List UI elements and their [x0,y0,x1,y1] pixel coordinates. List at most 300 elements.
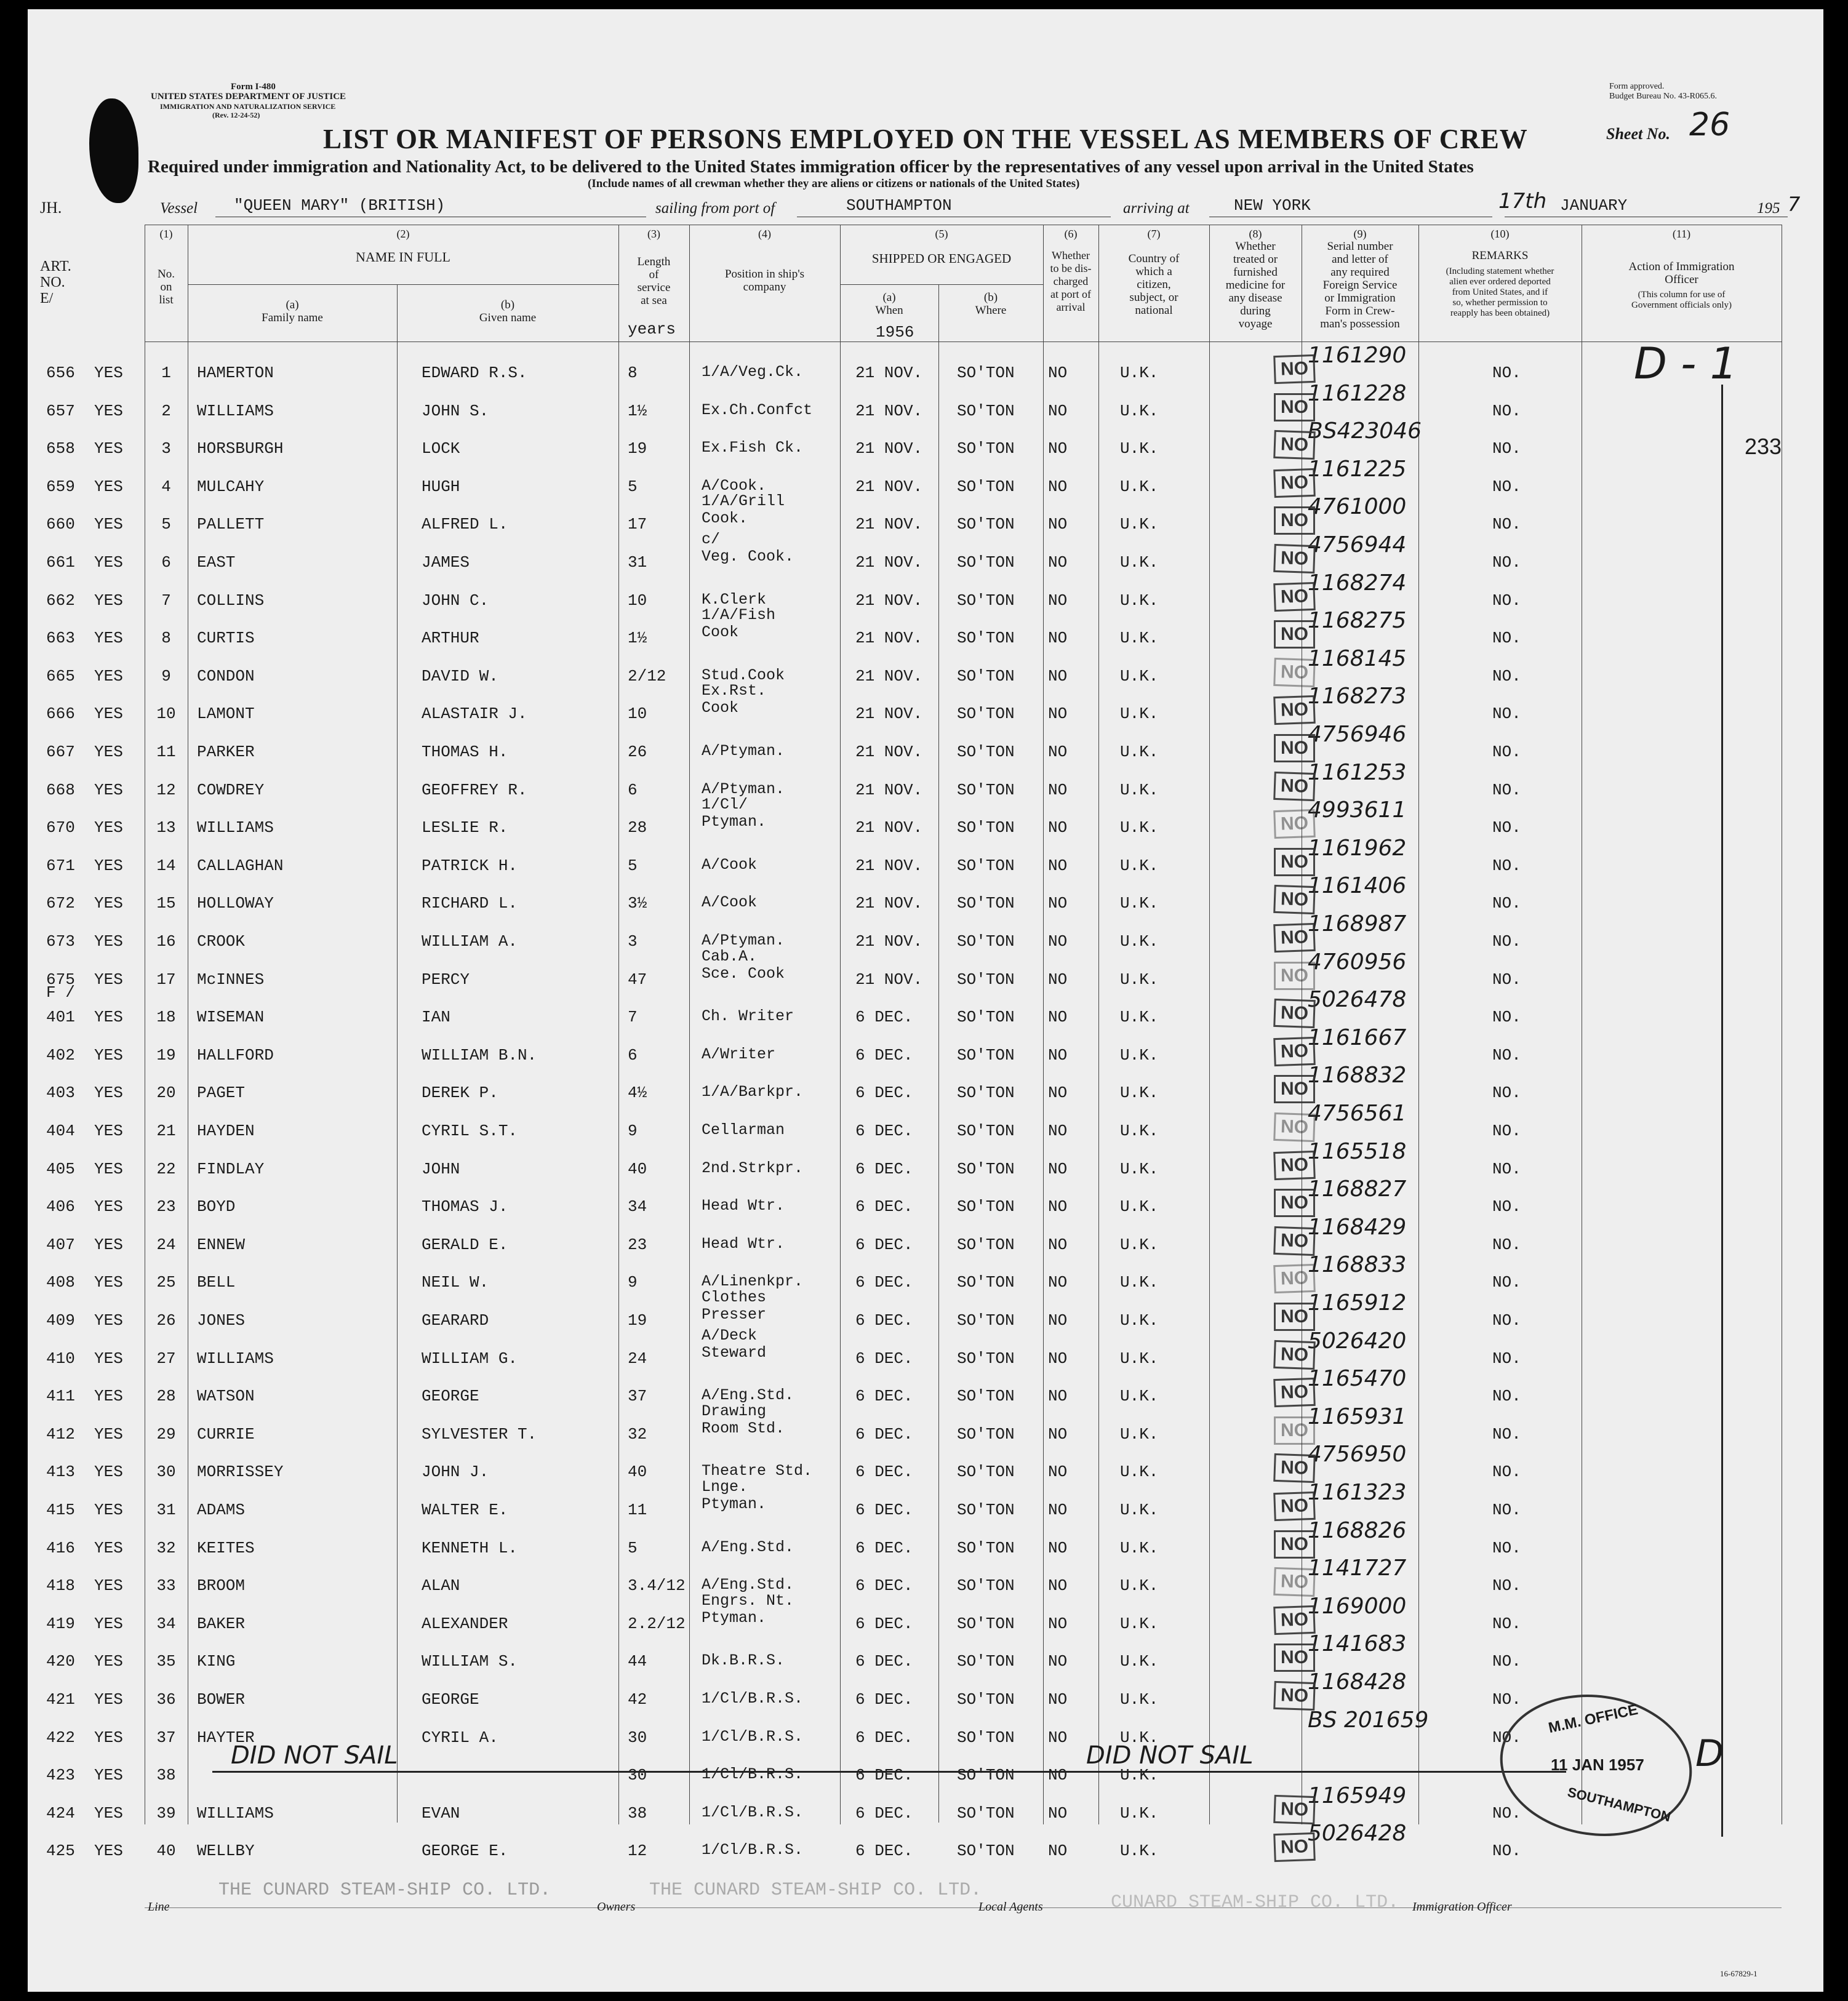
given-name: WILLIAM A. [422,932,518,951]
treated-stamp: NO [1273,1037,1316,1066]
given-name: GEARARD [422,1311,489,1330]
position: A/Eng.Std. [702,1538,794,1556]
country: U.K. [1120,401,1159,420]
art-number: 419 [46,1614,75,1633]
country: U.K. [1120,1311,1159,1330]
list-number: 31 [156,1501,176,1519]
discharge: NO [1048,1084,1068,1103]
art-flag: YES [94,1273,123,1292]
art-number: 411 [46,1387,75,1406]
art-flag: YES [94,1122,123,1140]
position: 2nd.Strkpr. [702,1159,804,1177]
service-years: 47 [628,970,647,989]
remarks: NO. [1492,1614,1521,1633]
service-years: 4½ [628,1084,647,1103]
given-name: JOHN C. [422,591,489,610]
discharge: NO [1048,401,1068,420]
serial-number: 1168833 [1308,1252,1407,1278]
shipped-where: SO'TON [957,970,1015,989]
shipped-when: 6 DEC. [855,1197,913,1216]
col5b-header: (b) Where [975,291,1007,317]
shipped-when: 6 DEC. [855,1084,913,1103]
family-name: COWDREY [197,780,265,799]
serial-number: BS 201659 [1308,1707,1429,1733]
position: 1/A/Veg.Ck. [702,363,804,381]
art-flag: YES [94,629,123,648]
discharge: NO [1048,780,1068,799]
remarks: NO. [1492,1197,1521,1216]
discharge: NO [1048,1690,1068,1709]
treated-stamp: NO [1274,962,1315,990]
shipped-when: 6 DEC. [855,1576,913,1596]
art-flag: YES [94,1501,123,1519]
position: Lnge. Ptyman. [702,1478,767,1513]
remarks: NO. [1492,666,1521,685]
list-number: 11 [156,743,176,761]
col2b-header: (b) Given name [479,298,537,324]
remarks: NO. [1492,780,1521,799]
art-number: 406 [46,1197,75,1216]
country: U.K. [1120,477,1159,496]
shipped-where: SO'TON [957,1008,1015,1027]
given-name: EVAN [422,1803,460,1823]
table-row [28,1591,1823,1643]
sailing-label: sailing from port of [655,200,775,217]
shipped-where: SO'TON [957,591,1015,610]
position: A/Cook. [702,476,767,495]
country: U.K. [1120,1803,1159,1823]
position: c/ Veg. Cook. [702,530,794,565]
shipped-where: SO'TON [957,666,1015,685]
remarks: NO. [1492,1387,1521,1406]
col11-header: Action of Immigration Officer [1628,260,1735,286]
country: U.K. [1120,705,1159,724]
serial-number: 1168826 [1308,1517,1407,1543]
shipped-when: 21 NOV. [855,780,923,799]
sheet-label: Sheet No. [1606,125,1670,143]
remarks: NO. [1492,1424,1521,1444]
discharge: NO [1048,1576,1068,1596]
family-name: BELL [197,1273,236,1292]
shipped-where: SO'TON [957,1690,1015,1709]
family-name: WILLIAMS [197,1349,274,1368]
discharge: NO [1048,932,1068,951]
table-row [28,682,1823,733]
discharge: NO [1048,1197,1068,1216]
remarks: NO. [1492,553,1521,572]
art-number: 673 [46,932,75,951]
table-row [28,911,1823,961]
given-name: KENNETH L. [422,1538,518,1557]
country: U.K. [1120,1084,1159,1103]
art-number: 659 [46,477,75,496]
shipped-where: SO'TON [957,894,1015,913]
art-number: 667 [46,743,75,761]
treated-stamp: NO [1273,1264,1316,1293]
service-years: 26 [628,743,647,761]
table-row [28,456,1823,506]
family-name: WILLIAMS [197,1803,274,1823]
position: 1/Cl/ Ptyman. [702,796,767,831]
shipped-where: SO'TON [957,1803,1015,1823]
remarks: NO. [1492,1084,1521,1103]
remarks: NO. [1492,1235,1521,1254]
table-row [28,570,1823,620]
art-number: 420 [46,1652,75,1671]
service-years: 19 [628,1311,647,1330]
shipped-where: SO'TON [957,1387,1015,1406]
remarks: NO. [1492,743,1521,761]
art-flag: YES [94,743,123,761]
position: A/Cook [702,893,758,912]
action-mark: D - 1 [1634,338,1738,389]
stamp-top-text: M.M. OFFICE [1546,1701,1640,1737]
art-number: 418 [46,1576,75,1596]
discharge: NO [1048,856,1068,875]
discharge: NO [1048,1463,1068,1482]
service-years: 10 [628,705,647,724]
table-row [28,722,1823,771]
discharge: NO [1048,477,1068,496]
family-name: FINDLAY [197,1159,265,1178]
shipped-when: 21 NOV. [855,894,923,913]
family-name: LAMONT [197,705,255,724]
treated-stamp: NO [1274,620,1315,649]
position: 1/Cl/B.R.S. [702,1841,804,1859]
art-flag: YES [94,1311,123,1330]
treated-stamp: NO [1273,999,1316,1028]
arrival-month: JANUARY [1560,196,1628,215]
manifest-page [28,9,1823,1992]
footer-owners-stamp: THE CUNARD STEAM-SHIP CO. LTD. [649,1880,982,1901]
art-number: 657 [46,401,75,420]
given-name: WILLIAM S. [422,1652,518,1671]
discharge: NO [1048,894,1068,913]
family-name: WELLBY [197,1842,255,1861]
family-name: BROOM [197,1576,246,1596]
shipped-when: 6 DEC. [855,1159,913,1178]
remarks: NO. [1492,439,1521,458]
family-name: HAYDEN [197,1122,255,1140]
remarks: NO. [1492,1576,1521,1596]
footer-line-label: Line [148,1900,170,1914]
shipped-when: 21 NOV. [855,629,923,648]
col8-number: (8) [1249,228,1262,240]
position: Head Wtr. [702,1197,785,1215]
service-years: 3.4/12 [628,1576,686,1596]
family-name: HAMERTON [197,364,274,382]
service-years: 34 [628,1197,647,1216]
shipped-where: SO'TON [957,477,1015,496]
family-name: KING [197,1652,236,1671]
list-number: 21 [156,1122,176,1140]
table-row [28,1288,1823,1340]
discharge: NO [1048,1008,1068,1027]
country: U.K. [1120,1538,1159,1557]
family-name: PARKER [197,743,255,761]
family-name: WILLIAMS [197,818,274,837]
art-number: 409 [46,1311,75,1330]
remarks: NO. [1492,932,1521,951]
art-number: 675 [46,970,75,989]
table-row [28,1063,1823,1112]
given-name: CYRIL A. [422,1728,498,1747]
shipped-where: SO'TON [957,1122,1015,1140]
list-number: 32 [156,1538,176,1557]
remarks: NO. [1492,364,1521,382]
shipped-where: SO'TON [957,1045,1015,1064]
list-number: 38 [156,1766,176,1785]
treated-stamp: NO [1273,1340,1316,1369]
shipped-when: 6 DEC. [855,1538,913,1557]
country: U.K. [1120,1045,1159,1064]
art-flag: YES [94,1576,123,1596]
table-row [28,1478,1823,1529]
did-not-sail-note-2: DID NOT SAIL [1086,1741,1254,1770]
discharge: NO [1048,705,1068,724]
family-name: HALLFORD [197,1045,274,1064]
family-name: CALLAGHAN [197,856,284,875]
serial-number: 1161253 [1308,759,1407,785]
treated-stamp: NO [1273,1226,1316,1256]
country: U.K. [1120,1501,1159,1519]
treated-stamp: NO [1273,581,1316,611]
art-flag: YES [94,439,123,458]
jh-mark: JH. [40,199,62,217]
family-name: PALLETT [197,515,265,534]
family-name: WATSON [197,1387,255,1406]
country: U.K. [1120,1159,1159,1178]
col2a-header: (a) Family name [262,298,323,324]
shipped-when: 21 NOV. [855,515,923,534]
col3-header: Length of service at sea [637,255,671,307]
given-name: ALAN [422,1576,460,1596]
shipped-where: SO'TON [957,1311,1015,1330]
col9-header: Serial number and letter of any required Foreign Service or Immigration Form in Crew- man's possession [1320,240,1400,330]
art-flag: YES [94,1424,123,1444]
art-number: 403 [46,1084,75,1103]
discharge: NO [1048,1424,1068,1444]
serial-number: 4756950 [1308,1442,1407,1468]
service-years: 8 [628,364,638,382]
shipped-when: 21 NOV. [855,666,923,685]
service-years: 32 [628,1424,647,1444]
given-name: RICHARD L. [422,894,518,913]
remarks: NO. [1492,477,1521,496]
family-name: MORRISSEY [197,1463,284,1482]
shipped-where: SO'TON [957,1273,1015,1292]
footer-owners-label: Owners [597,1900,636,1914]
art-flag: YES [94,1235,123,1254]
remarks: NO. [1492,856,1521,875]
col5-year: 1956 [876,323,914,341]
country: U.K. [1120,1235,1159,1254]
col4-number: (4) [758,228,771,240]
serial-number: 1168145 [1308,645,1407,671]
list-number: 25 [156,1273,176,1292]
art-flag: YES [94,1766,123,1785]
art-flag: YES [94,1349,123,1368]
given-name: EDWARD R.S. [422,364,527,382]
art-number: 423 [46,1766,75,1785]
serial-number: 4756946 [1308,722,1407,747]
position: 1/Cl/B.R.S. [702,1690,804,1707]
serial-number: 1168274 [1308,570,1407,596]
col2-number: (2) [396,228,410,240]
art-flag: YES [94,515,123,534]
country: U.K. [1120,666,1159,685]
list-number: 10 [156,705,176,724]
art-number: 402 [46,1045,75,1064]
table-row [28,418,1823,468]
given-name: GEORGE [422,1690,479,1709]
serial-number: 1161290 [1308,343,1407,368]
service-years: 3½ [628,894,647,913]
given-name: LOCK [422,439,460,458]
treated-stamp: NO [1273,1378,1316,1407]
art-number: 672 [46,894,75,913]
given-name: LESLIE R. [422,818,508,837]
position: Stud.Cook [702,666,785,684]
list-number: 6 [161,553,171,572]
position: Ex.Fish Ck. [702,439,804,457]
table-row [28,1024,1823,1074]
service-years: 2/12 [628,666,666,685]
art-prefix: F / [46,983,75,1002]
col11-note: (This column for use of Government officials only) [1631,290,1732,310]
art-number: 668 [46,780,75,799]
country: U.K. [1120,629,1159,648]
shipped-when: 6 DEC. [855,1766,913,1785]
art-flag: YES [94,1652,123,1671]
col7-number: (7) [1147,228,1161,240]
shipped-when: 6 DEC. [855,1387,913,1406]
list-number: 28 [156,1387,176,1406]
remarks: NO. [1492,1311,1521,1330]
shipped-when: 21 NOV. [855,553,923,572]
treated-stamp: NO [1274,506,1315,535]
remarks: NO. [1492,1690,1521,1709]
shipped-when: 21 NOV. [855,401,923,420]
list-number: 29 [156,1424,176,1444]
shipped-where: SO'TON [957,1463,1015,1482]
given-name: DEREK P. [422,1084,498,1103]
serial-number: 5026428 [1308,1821,1407,1847]
given-name: GERALD E. [422,1235,508,1254]
col7-header: Country of which a citizen, subject, or national [1128,252,1180,317]
serial-number: 4756944 [1308,532,1407,557]
col-art-header: ART. NO. E/ [40,258,71,306]
shipped-when: 21 NOV. [855,743,923,761]
discharge: NO [1048,364,1068,382]
remarks: NO. [1492,1538,1521,1557]
art-number: 658 [46,439,75,458]
discharge: NO [1048,1501,1068,1519]
table-row [28,1821,1823,1870]
position: 1/A/Fish Cook [702,606,776,642]
given-name: SYLVESTER T. [422,1424,537,1444]
position: A/Ptyman. [702,932,785,949]
shipped-where: SO'TON [957,364,1015,382]
col4-header: Position in ship's company [724,268,805,294]
treated-stamp: NO [1273,1832,1316,1862]
position: Theatre Std. [702,1462,813,1480]
discharge: NO [1048,1538,1068,1557]
remarks: NO. [1492,1652,1521,1671]
shipped-where: SO'TON [957,705,1015,724]
service-years: 30 [628,1728,647,1747]
serial-number: 1161962 [1308,835,1407,861]
discharge: NO [1048,1614,1068,1633]
shipped-when: 6 DEC. [855,1652,913,1671]
col8-header: Whether treated or furnished medicine for any disease during voyage [1225,240,1286,330]
list-number: 3 [161,439,171,458]
given-name: ARTHUR [422,629,479,648]
list-number: 17 [156,970,176,989]
discharge: NO [1048,1842,1068,1861]
serial-number: 1168832 [1308,1063,1407,1088]
ink-blot [89,98,138,203]
art-flag: YES [94,1842,123,1861]
art-flag: YES [94,1690,123,1709]
serial-number: 1141727 [1308,1556,1407,1581]
treated-stamp: NO [1273,658,1316,687]
art-number: 407 [46,1235,75,1254]
shipped-where: SO'TON [957,1576,1015,1596]
art-flag: YES [94,970,123,989]
art-flag: YES [94,1463,123,1482]
service-years: 31 [628,553,647,572]
family-name: HOLLOWAY [197,894,274,913]
art-flag: YES [94,553,123,572]
art-number: 415 [46,1501,75,1519]
page-count: 233 [1745,434,1782,459]
remarks: NO. [1492,1122,1521,1140]
given-name: JOHN S. [422,401,489,420]
remarks: NO. [1492,629,1521,648]
family-name: WISEMAN [197,1008,265,1027]
art-flag: YES [94,477,123,496]
country: U.K. [1120,932,1159,951]
country: U.K. [1120,364,1159,382]
treated-stamp: NO [1273,354,1316,384]
treated-stamp: NO [1273,809,1316,839]
print-code: 16-67829-1 [1720,1969,1758,1978]
table-row [28,1138,1823,1188]
shipped-where: SO'TON [957,515,1015,534]
art-flag: YES [94,1045,123,1064]
form-approved: Form approved. [1609,82,1665,91]
list-number: 7 [161,591,171,610]
remarks: NO. [1492,401,1521,420]
art-flag: YES [94,1159,123,1178]
remarks: NO. [1492,970,1521,989]
treated-stamp: NO [1273,1453,1316,1483]
position: K.Clerk [702,590,767,609]
art-number: 670 [46,818,75,837]
treated-stamp: NO [1273,430,1316,460]
position: 1/Cl/B.R.S. [702,1727,804,1746]
treated-stamp: NO [1274,1075,1315,1103]
shipped-where: SO'TON [957,1424,1015,1444]
country: U.K. [1120,1614,1159,1633]
position: 1/A/Grill Cook. [702,492,785,528]
table-row [28,1214,1823,1264]
given-name: IAN [422,1008,450,1027]
shipped-where: SO'TON [957,1501,1015,1519]
shipped-when: 21 NOV. [855,477,923,496]
treated-stamp: NO [1274,1644,1315,1672]
